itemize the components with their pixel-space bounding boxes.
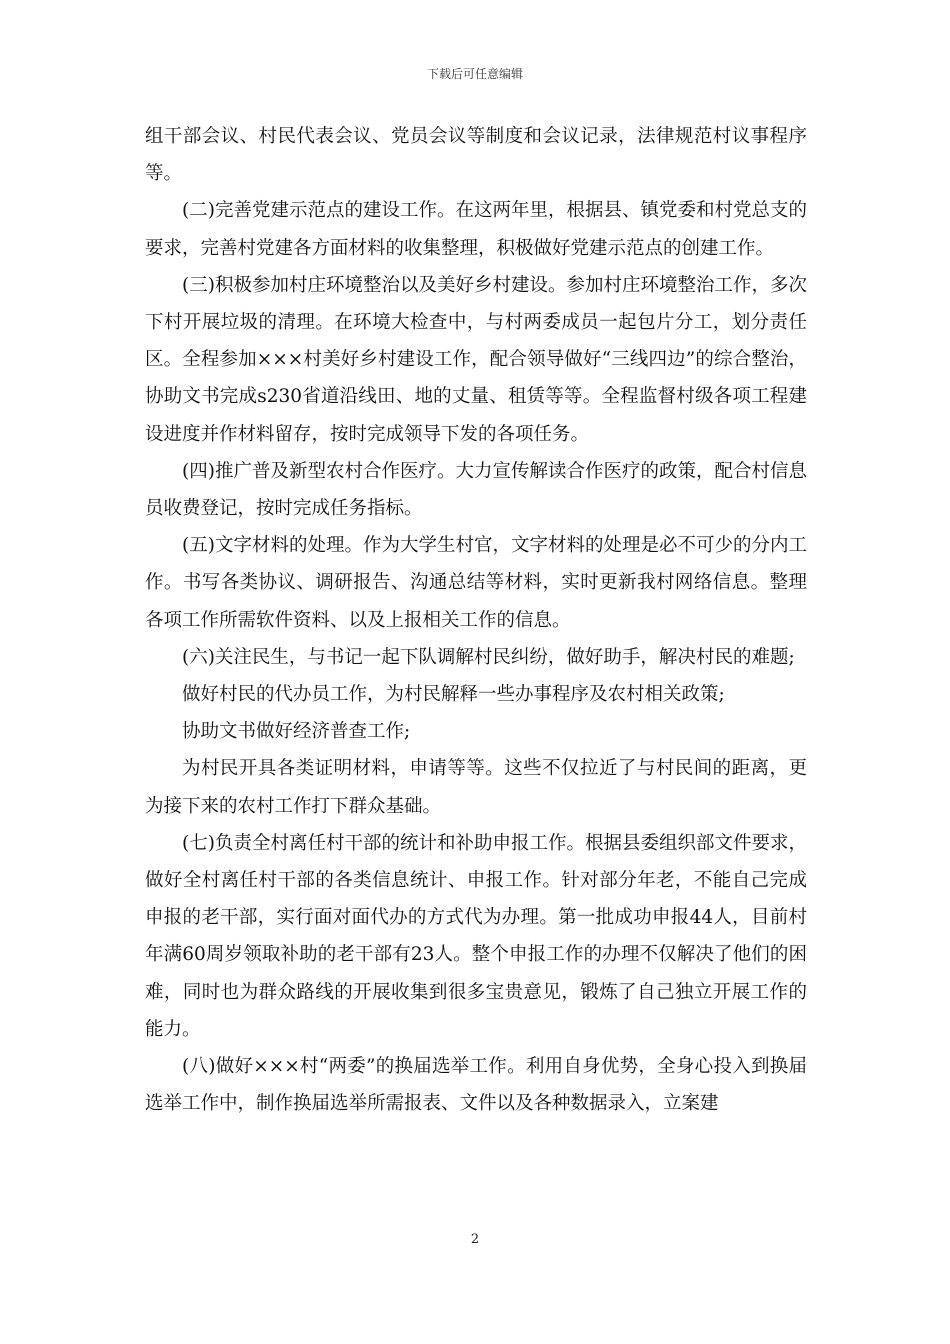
paragraph-5: (五)文字材料的处理。作为大学生村官，文字材料的处理是必不可少的分内工作。书写各类协议、调研报告、沟通总结等材料，实时更新我村网络信息。整理各项工作所需软件资料、以及上报相关工作的信息。	[145, 535, 807, 631]
paragraph-2: (二)完善党建示范点的建设工作。在这两年里，根据县、镇党委和村党总支的要求，完善村党建各方面材料的收集整理，积极做好党建示范点的创建工作。	[145, 200, 807, 259]
document-body	[145, 118, 807, 1122]
paragraph-1: 组干部会议、村民代表会议、党员会议等制度和会议记录，法律规范村议事程序等。	[145, 126, 807, 185]
paragraph-11: (八)做好×××村“两委”的换届选举工作。利用自身优势，全身心投入到换届选举工作中，制作换届选举所需报表、文件以及各种数据录入，立案建	[145, 1056, 807, 1115]
paragraph-4: (四)推广普及新型农村合作医疗。大力宣传解读合作医疗的政策，配合村信息员收费登记，按时完成任务指标。	[145, 460, 807, 520]
paragraph-6: (六)关注民生，与书记一起下队调解村民纠纷，做好助手，解决村民的难题;	[182, 646, 795, 668]
paragraph-8: 协助文书做好经济普查工作;	[182, 721, 411, 743]
paragraph-3: (三)积极参加村庄环境整治以及美好乡村建设。参加村庄环境整治工作，多次下村开展垃圾的清理。在环境大检查中，与村两委成员一起包片分工，划分责任区。全程参加×××村美好乡村建设工作，配合领导做好“三线四边”的综合整治，协助文书完成s230省道沿线田、地的丈量、租赁等等。全程监督村级各项工程建设进度并作材料留存，按时完成领导下发的各项任务。	[145, 274, 807, 445]
paragraph-7: 做好村民的代办员工作，为村民解释一些办事程序及农村相关政策;	[182, 684, 725, 706]
paragraph-10: (七)负责全村离任村干部的统计和补助申报工作。根据县委组织部文件要求，做好全村离任村干部的各类信息统计、申报工作。针对部分年老，不能自己完成申报的老干部，实行面对面代办的方式代为办理。第一批成功申报44人，目前村年满60周岁领取补助的老干部有23人。整个申报工作的办理不仅解决了他们的困难，同时也为群众路线的开展收集到很多宝贵意见，锻炼了自己独立开展工作的能力。	[145, 832, 807, 1040]
page-number: 2	[470, 1232, 480, 1247]
page-header: 下载后可任意编辑	[426, 67, 523, 81]
paragraph-9: 为村民开具各类证明材料，申请等等。这些不仅拉近了与村民间的距离，更为接下来的农村工作打下群众基础。	[145, 758, 807, 817]
